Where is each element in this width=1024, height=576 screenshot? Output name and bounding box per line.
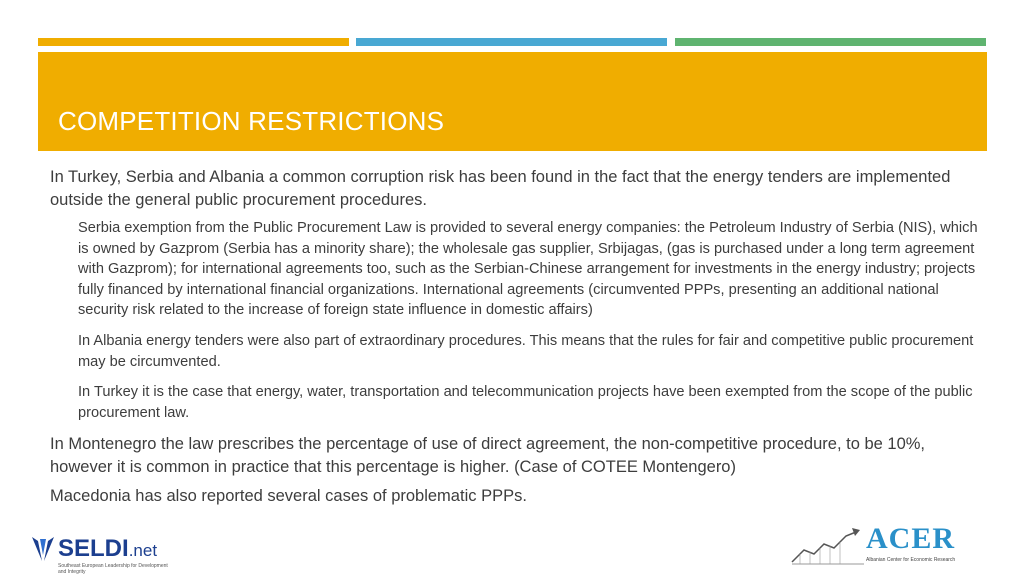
slide-body	[50, 166, 980, 514]
top-stripe-green	[675, 38, 986, 46]
seldi-suffix: .net	[128, 541, 158, 560]
seldi-wordmark	[58, 535, 157, 563]
top-stripe-orange	[38, 38, 349, 46]
slide-title: COMPETITION RESTRICTIONS	[58, 106, 445, 136]
bullet-level2: In Turkey it is the case that energy, water, transportation and telecommunication projects have been exempted from the scope of the public procurement law.	[78, 384, 973, 421]
seldi-name: SELDI	[58, 535, 129, 562]
bullet-level1: Macedonia has also reported several cases of problematic PPPs.	[50, 487, 527, 506]
bullet-level1: In Montenegro the law prescribes the percentage of use of direct agreement, the non-competitive procedure, to be 10%, however it is common in practice that this percentage is higher. (Case of COTEE Montengero)	[50, 435, 926, 477]
rising-chart-icon	[790, 526, 866, 566]
seldi-tagline: Southeast European Leadership for Development and Integrity	[58, 563, 168, 575]
title-band	[38, 52, 987, 151]
seldi-emblem-icon	[30, 535, 56, 565]
acer-wordmark: ACER	[866, 522, 956, 555]
bullet-level1: In Turkey, Serbia and Albania a common corruption risk has been found in the fact that the energy tenders are implemented outside the general public procurement procedures.	[50, 168, 951, 209]
bullet-level2: Serbia exemption from the Public Procurement Law is provided to several energy companies: the Petroleum Industry of Serbia (NIS), which is owned by Gazprom (Serbia has a minority share); the wholesale gas supplier, Srbijagas, (gas is purchased under a long term agreement with Gazprom); for international agreements too, such as the Serbian-Chinese arrangement for investments in the energy industry; projects fully financed by international financial organizations. International agreements (circumvented PPPs, presenting an additional national security risk related to the increase of foreign state influence in domestic affairs)	[78, 220, 978, 319]
acer-logo	[790, 524, 980, 568]
top-stripe-blue	[356, 38, 667, 46]
acer-tagline: Albanian Center for Economic Research	[866, 557, 956, 563]
bullet-level2: In Albania energy tenders were also part of extraordinary procedures. This means that the rules for fair and competitive public procurement may be circumvented.	[78, 332, 974, 370]
seldi-logo	[30, 533, 180, 573]
